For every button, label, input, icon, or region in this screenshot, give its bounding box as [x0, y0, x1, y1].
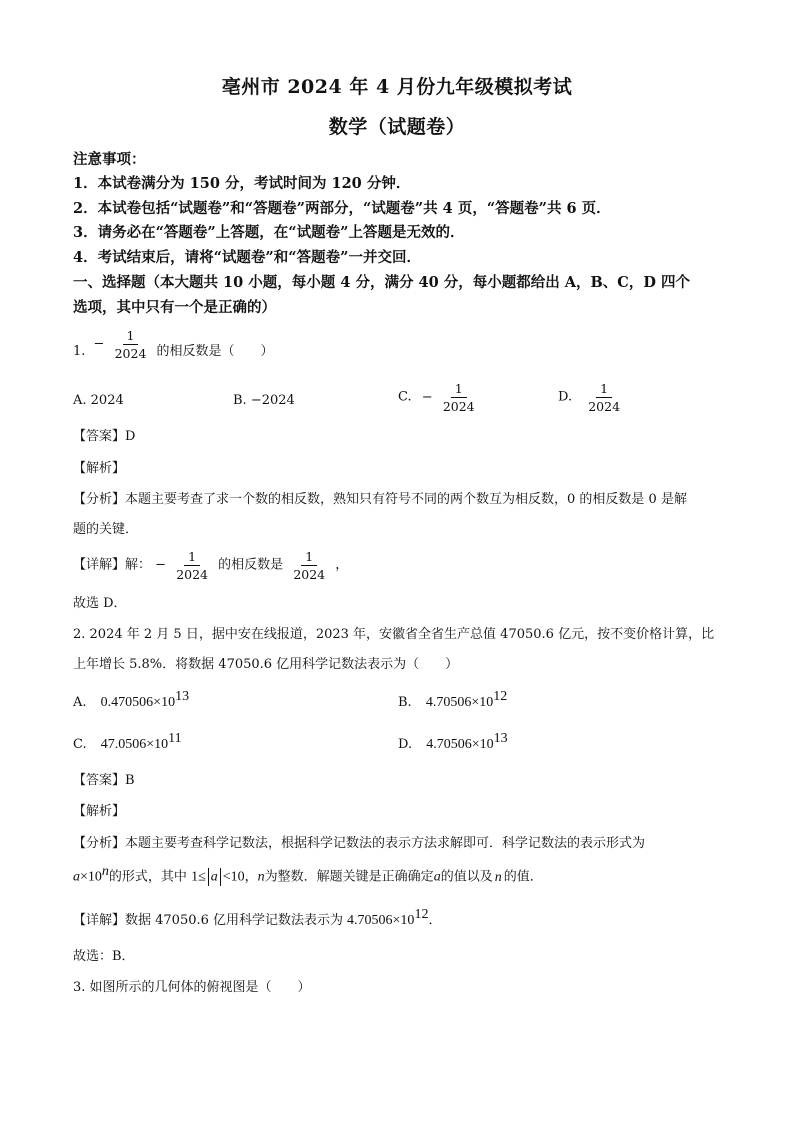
- var-n: n: [494, 869, 502, 885]
- sci-exponent: 13: [175, 689, 190, 704]
- fraction-numerator: 1: [596, 381, 612, 398]
- note-item: 2．本试卷包括“试题卷”和“答题卷”两部分，“试题卷”共 4 页，“答题卷”共 6 页．: [73, 200, 611, 217]
- note-item: 1．本试卷满分为 150 分，考试时间为 120 分钟．: [73, 175, 411, 192]
- question-3-stem: 3. 如图所示的几何体的俯视图是（ ）: [73, 980, 311, 995]
- option-b: [398, 689, 508, 712]
- fraction-denominator: 2024: [293, 567, 326, 582]
- fraction-denominator: 2024: [588, 399, 621, 414]
- option-a: [73, 689, 190, 712]
- fraction: [289, 549, 329, 582]
- abs-bar-right: [220, 868, 221, 886]
- question-1-stem: [73, 328, 274, 361]
- times-ten: ×10: [80, 869, 102, 885]
- detail-prefix: 【详解】解：: [73, 557, 152, 573]
- fenxi-line: 【分析】本题主要考查了求一个数的相反数，熟知只有符号不同的两个数互为相反数，0 的相反数是 0 是解: [73, 492, 687, 507]
- detail-prefix: 【详解】数据 47050.6 亿用科学记数法表示为: [73, 913, 344, 928]
- var-n: n: [257, 869, 265, 885]
- note-item: 4．考试结束后，请将“试题卷”和“答题卷”一并交回．: [73, 249, 421, 266]
- exam-subtitle: 数学（试题卷）: [328, 116, 466, 138]
- option-c: [398, 381, 481, 414]
- section-heading-line1: 一、选择题（本大题共 10 小题，每小题 4 分，满分 40 分，每小题都给出 A，B、C，D 四个: [73, 274, 690, 291]
- fraction-denominator: 2024: [442, 399, 475, 414]
- exam-title: 亳州市 2024 年 4 月份九年级模拟考试: [221, 76, 573, 98]
- ineq-left: 1≤: [191, 869, 206, 885]
- fraction: [111, 328, 151, 361]
- var-a: a: [73, 869, 80, 885]
- detail-line: [73, 907, 442, 930]
- form-text: 为整数．解题关键是正确确定: [264, 869, 434, 885]
- option-label: C.: [73, 737, 87, 752]
- form-text: 的值以及: [440, 869, 493, 885]
- notes-heading: 注意事项：: [73, 151, 146, 168]
- question-number: 1.: [73, 344, 86, 359]
- option-label: D.: [398, 737, 413, 752]
- answer-line: 【答案】B: [73, 773, 135, 788]
- sci-base: 4.70506×10: [347, 913, 415, 928]
- var-n-exponent: n: [101, 863, 109, 879]
- var-a: a: [433, 869, 441, 885]
- sci-exponent: 12: [493, 689, 508, 704]
- option-b: B. −2024: [233, 393, 295, 408]
- form-text: 的值．: [503, 869, 543, 885]
- fraction-denominator: 2024: [176, 567, 209, 582]
- sci-base: 4.70506×10: [426, 737, 494, 752]
- comma: ，: [244, 869, 258, 885]
- form-text: 的形式，其中: [108, 869, 187, 885]
- question-2-stem-line2: 上年增长 5.8%．将数据 47050.6 亿用科学记数法表示为（ ）: [73, 657, 459, 672]
- sci-base: 47.0506×10: [100, 737, 169, 752]
- answer-line: 【答案】D: [73, 429, 136, 444]
- fraction-numerator: 1: [451, 381, 467, 398]
- section-heading-line2: 选项，其中只有一个是正确的）: [73, 299, 276, 316]
- option-d: [398, 731, 508, 754]
- note-item: 3．请务必在“答题卷”上答题，在“试题卷”上答题是无效的．: [73, 224, 465, 241]
- option-a: A. 2024: [73, 393, 124, 408]
- option-d: [558, 381, 626, 414]
- question-text: 的相反数是（ ）: [156, 344, 274, 359]
- sci-exponent: 11: [168, 731, 182, 746]
- sci-exponent: 12: [414, 907, 429, 922]
- option-label: A.: [73, 695, 87, 710]
- question-2-stem-line1: 2. 2024 年 2 月 5 日，据中安在线报道，2023 年，安徽省全省生产总值 47050.6 亿元，按不变价格计算，比: [73, 627, 715, 642]
- sci-exponent: 13: [493, 731, 508, 746]
- fraction: [172, 549, 212, 582]
- detail-text: 的相反数是: [218, 557, 284, 573]
- minus-sign: −: [155, 557, 167, 573]
- sci-base: 4.70506×10: [425, 695, 494, 710]
- analysis-label: 【解析】: [73, 804, 126, 819]
- option-label: B.: [398, 695, 412, 710]
- detail-end: ，: [335, 557, 349, 573]
- fraction-denominator: 2024: [114, 346, 147, 361]
- detail-end: ．: [428, 913, 442, 928]
- fenxi-line: 题的关键．: [73, 522, 139, 537]
- sci-notation-form-line: [73, 863, 543, 887]
- fraction-numerator: 1: [123, 328, 139, 345]
- fraction-numerator: 1: [184, 549, 200, 566]
- detail-line: [73, 549, 348, 582]
- conclusion-line: 故选：B．: [73, 949, 135, 964]
- option-label: C.: [398, 389, 412, 405]
- minus-sign: −: [421, 389, 433, 405]
- ineq-right: <10: [222, 869, 245, 885]
- minus-sign: −: [93, 336, 105, 352]
- option-label: D.: [558, 389, 573, 405]
- var-a: a: [210, 869, 218, 885]
- sci-base: 0.470506×10: [100, 695, 176, 710]
- conclusion-line: 故选 D．: [73, 596, 127, 611]
- fenxi-line: 【分析】本题主要考查科学记数法，根据科学记数法的表示方法求解即可．科学记数法的表示形式为: [73, 836, 646, 851]
- analysis-label: 【解析】: [73, 461, 126, 476]
- option-c: [73, 731, 182, 754]
- fraction-numerator: 1: [301, 549, 317, 566]
- fraction: [439, 381, 479, 414]
- abs-bar-left: [208, 868, 209, 886]
- fraction: [584, 381, 624, 414]
